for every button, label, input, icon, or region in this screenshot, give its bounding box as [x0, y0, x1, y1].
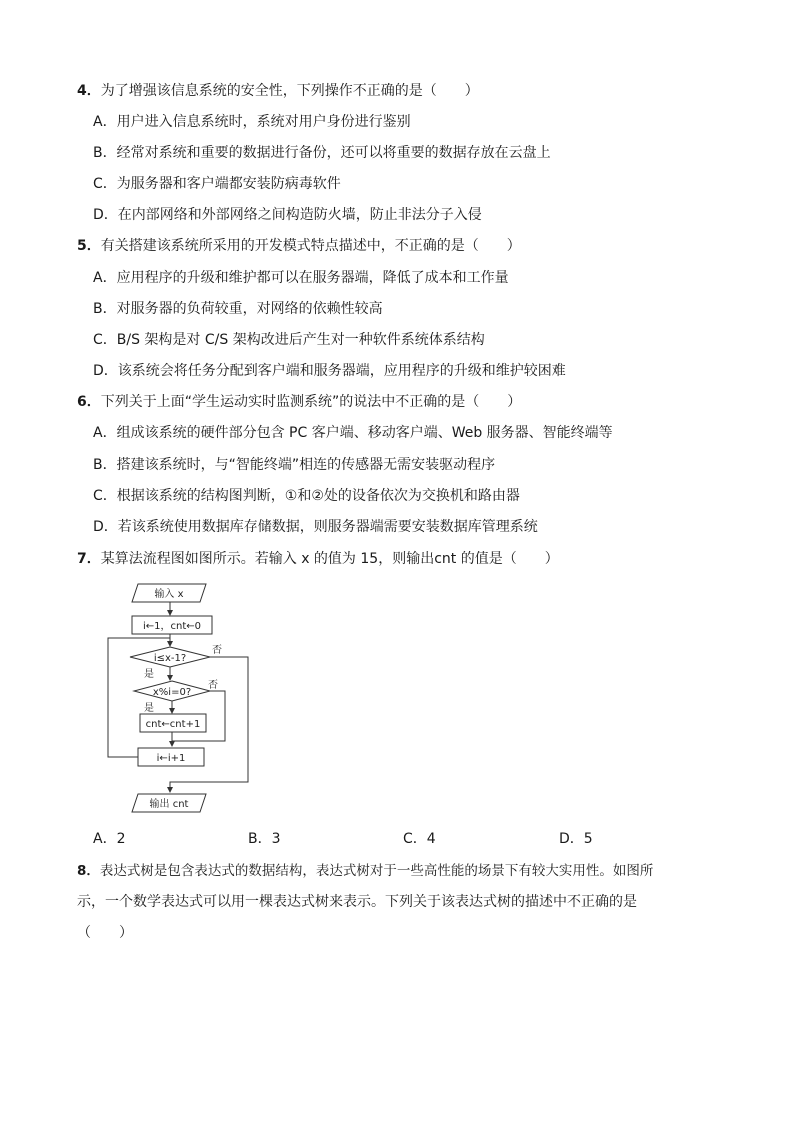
flow-input-label: 输入 x — [154, 589, 184, 600]
question-7-choices — [93, 829, 653, 849]
flow-no-2: 否 — [208, 680, 218, 691]
flow-yes-1: 是 — [144, 669, 154, 680]
question-text: 表达式树是包含表达式的数据结构，表达式树对于一些高性能的场景下有较大实用性。如图所 — [99, 863, 654, 879]
option-7a: A．2 — [93, 831, 126, 847]
option-4c: C．为服务器和客户端都安装防病毒软件 — [93, 176, 341, 192]
question-7 — [77, 549, 559, 569]
flow-cond2-label: x%i=0? — [152, 687, 192, 698]
flow-increment-label: i←i+1 — [156, 753, 186, 764]
question-number: 5． — [77, 238, 101, 254]
question-8 — [77, 861, 653, 881]
option-5d: D．该系统会将任务分配到客户端和服务器端，应用程序的升级和维护较困难 — [93, 363, 566, 379]
option-5b: B．对服务器的负荷较重，对网络的依赖性较高 — [93, 301, 383, 317]
option-6a: A．组成该系统的硬件部分包含 PC 客户端、移动客户端、Web 服务器、智能终端等 — [93, 425, 613, 441]
option-7d: D．5 — [559, 831, 593, 847]
algorithm-flowchart — [100, 580, 260, 820]
question-6 — [77, 392, 521, 412]
question-8-continuation-2: （ ） — [77, 925, 133, 941]
question-text: 为了增强该信息系统的安全性，下列操作不正确的是（ ） — [100, 83, 479, 99]
question-number: 4． — [77, 83, 101, 99]
option-5a: A．应用程序的升级和维护都可以在服务器端，降低了成本和工作量 — [93, 270, 509, 286]
question-text: 某算法流程图如图所示。若输入 x 的值为 15，则输出cnt 的值是（ ） — [100, 551, 559, 567]
question-text: 下列关于上面“学生运动实时监测系统”的说法中不正确的是（ ） — [100, 394, 522, 410]
option-4a: A．用户进入信息系统时，系统对用户身份进行鉴别 — [93, 114, 411, 130]
flow-yes-2: 是 — [144, 703, 154, 714]
question-text: 有关搭建该系统所采用的开发模式特点描述中，不正确的是（ ） — [100, 238, 521, 254]
question-number: 7． — [77, 551, 101, 567]
option-7b: B．3 — [248, 831, 281, 847]
option-4d: D．在内部网络和外部网络之间构造防火墙，防止非法分子入侵 — [93, 207, 482, 223]
question-number: 8． — [77, 863, 100, 879]
flow-cnt-label: cnt←cnt+1 — [145, 719, 201, 730]
flow-output-label: 输出 cnt — [149, 799, 189, 810]
option-7c: C．4 — [403, 831, 436, 847]
question-4 — [77, 81, 479, 101]
option-5c: C．B/S 架构是对 C/S 架构改进后产生对一种软件系统体系结构 — [93, 332, 485, 348]
flow-no-1: 否 — [212, 645, 222, 656]
question-number: 6． — [77, 394, 101, 410]
option-6d: D．若该系统使用数据库存储数据，则服务器端需要安装数据库管理系统 — [93, 519, 538, 535]
option-6b: B．搭建该系统时，与“智能终端”相连的传感器无需安装驱动程序 — [93, 457, 496, 473]
flow-cond1-label: i≤x-1? — [153, 653, 187, 664]
option-6c: C．根据该系统的结构图判断，①和②处的设备依次为交换机和路由器 — [93, 488, 520, 504]
option-4b: B．经常对系统和重要的数据进行备份，还可以将重要的数据存放在云盘上 — [93, 145, 551, 161]
question-5 — [77, 236, 521, 256]
flow-init-label: i←1，cnt←0 — [142, 621, 202, 632]
question-8-continuation-1: 示，一个数学表达式可以用一棵表达式树来表示。下列关于该表达式树的描述中不正确的是 — [77, 894, 637, 910]
